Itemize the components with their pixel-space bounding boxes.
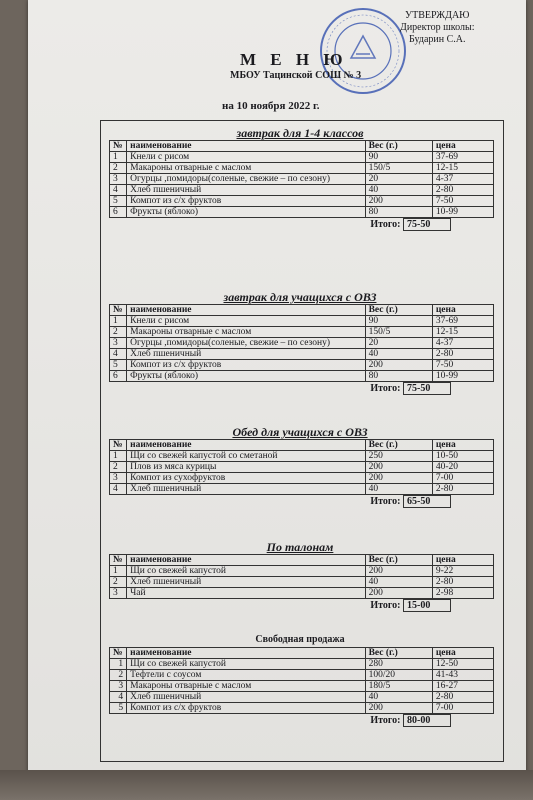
item-weight: 200	[365, 703, 432, 714]
section-title: По талонам	[266, 540, 334, 554]
table-row	[110, 360, 494, 371]
table-row	[110, 692, 494, 703]
item-number: 5	[110, 703, 127, 714]
column-header: №	[110, 305, 127, 316]
total-label: Итого:	[370, 383, 403, 394]
section-title: завтрак для 1-4 классов	[236, 126, 364, 140]
table-row	[110, 473, 494, 484]
item-price: 2-80	[432, 692, 493, 703]
item-price: 41-43	[432, 670, 493, 681]
item-weight: 20	[365, 338, 432, 349]
approve-line-2: Директор школы:	[400, 22, 475, 33]
item-price: 2-98	[432, 588, 493, 599]
item-number: 1	[110, 451, 127, 462]
item-weight: 280	[365, 659, 432, 670]
menu-date: на 10 ноября 2022 г.	[222, 100, 320, 112]
item-price: 37-69	[432, 316, 493, 327]
menu-section	[101, 633, 499, 727]
item-price: 10-50	[432, 451, 493, 462]
section-total	[101, 599, 499, 612]
item-weight: 200	[365, 588, 432, 599]
column-header: Вес (г.)	[365, 440, 432, 451]
item-name: Компот из с/х фруктов	[127, 196, 365, 207]
item-number: 2	[110, 577, 127, 588]
column-header: цена	[432, 648, 493, 659]
item-weight: 200	[365, 566, 432, 577]
total-value: 65-50	[403, 495, 451, 508]
total-value: 75-50	[403, 218, 451, 231]
table-row	[110, 174, 494, 185]
item-number: 1	[110, 152, 127, 163]
table-row	[110, 462, 494, 473]
item-number: 4	[110, 349, 127, 360]
total-value: 15-00	[403, 599, 451, 612]
section-total	[101, 714, 499, 727]
item-price: 2-80	[432, 577, 493, 588]
column-header: №	[110, 141, 127, 152]
column-header: №	[110, 440, 127, 451]
column-header: наименование	[127, 648, 365, 659]
item-weight: 40	[365, 692, 432, 703]
item-weight: 80	[365, 371, 432, 382]
item-name: Хлеб пшеничный	[127, 692, 365, 703]
table-row	[110, 484, 494, 495]
item-number: 3	[110, 473, 127, 484]
item-price: 12-50	[432, 659, 493, 670]
column-header: Вес (г.)	[365, 305, 432, 316]
section-title: завтрак для учащихся с ОВЗ	[223, 290, 377, 304]
item-price: 7-00	[432, 473, 493, 484]
item-name: Фрукты (яблоко)	[127, 207, 365, 218]
item-name: Тефтели с соусом	[127, 670, 365, 681]
item-price: 2-80	[432, 349, 493, 360]
section-total	[101, 382, 499, 395]
table-row	[110, 659, 494, 670]
total-label: Итого:	[370, 219, 403, 230]
menu-table	[109, 647, 494, 714]
table-row	[110, 566, 494, 577]
item-weight: 40	[365, 577, 432, 588]
section-total	[101, 218, 499, 231]
column-header: Вес (г.)	[365, 555, 432, 566]
item-price: 10-99	[432, 207, 493, 218]
column-header: Вес (г.)	[365, 141, 432, 152]
item-weight: 80	[365, 207, 432, 218]
menu-section	[101, 540, 499, 612]
table-row	[110, 371, 494, 382]
item-name: Хлеб пшеничный	[127, 577, 365, 588]
table-row	[110, 681, 494, 692]
item-name: Щи со свежей капустой со сметаной	[127, 451, 365, 462]
column-header: наименование	[127, 555, 365, 566]
item-name: Хлеб пшеничный	[127, 349, 365, 360]
page-title: М Е Н Ю	[240, 50, 348, 69]
item-name: Огурцы ,помидоры(соленые, свежие – по сезону)	[127, 174, 365, 185]
item-number: 5	[110, 360, 127, 371]
item-price: 9-22	[432, 566, 493, 577]
item-number: 1	[110, 316, 127, 327]
item-number: 1	[110, 566, 127, 577]
column-header: цена	[432, 555, 493, 566]
item-price: 4-37	[432, 338, 493, 349]
item-number: 4	[110, 484, 127, 495]
item-price: 10-99	[432, 371, 493, 382]
item-number: 4	[110, 692, 127, 703]
item-number: 5	[110, 196, 127, 207]
table-row	[110, 451, 494, 462]
item-number: 1	[110, 659, 127, 670]
column-header: Вес (г.)	[365, 648, 432, 659]
menu-table	[109, 554, 494, 599]
total-value: 80-00	[403, 714, 451, 727]
item-number: 2	[110, 670, 127, 681]
table-row	[110, 152, 494, 163]
column-header: цена	[432, 305, 493, 316]
column-header: наименование	[127, 305, 365, 316]
item-weight: 200	[365, 360, 432, 371]
item-number: 6	[110, 207, 127, 218]
menu-section	[101, 126, 499, 231]
item-weight: 100/20	[365, 670, 432, 681]
table-header-row	[110, 305, 494, 316]
item-weight: 90	[365, 316, 432, 327]
column-header: №	[110, 555, 127, 566]
table-row	[110, 327, 494, 338]
table-row	[110, 670, 494, 681]
item-weight: 40	[365, 185, 432, 196]
item-name: Хлеб пшеничный	[127, 185, 365, 196]
table-row	[110, 349, 494, 360]
table-row	[110, 163, 494, 174]
item-price: 16-27	[432, 681, 493, 692]
item-name: Компот из сухофруктов	[127, 473, 365, 484]
total-label: Итого:	[370, 715, 403, 726]
item-name: Щи со свежей капустой	[127, 659, 365, 670]
item-price: 12-15	[432, 163, 493, 174]
section-title: Свободная продажа	[255, 634, 345, 645]
item-weight: 150/5	[365, 327, 432, 338]
item-weight: 90	[365, 152, 432, 163]
item-number: 3	[110, 588, 127, 599]
item-name: Фрукты (яблоко)	[127, 371, 365, 382]
table-row	[110, 338, 494, 349]
item-name: Компот из с/х фруктов	[127, 360, 365, 371]
column-header: №	[110, 648, 127, 659]
item-price: 7-50	[432, 196, 493, 207]
item-name: Огурцы ,помидоры(соленые, свежие – по сезону)	[127, 338, 365, 349]
approve-line-1: УТВЕРЖДАЮ	[405, 10, 470, 21]
item-number: 2	[110, 327, 127, 338]
table-header-row	[110, 555, 494, 566]
item-number: 4	[110, 185, 127, 196]
item-price: 40-20	[432, 462, 493, 473]
item-price: 2-80	[432, 185, 493, 196]
item-price: 12-15	[432, 327, 493, 338]
item-number: 3	[110, 174, 127, 185]
item-price: 4-37	[432, 174, 493, 185]
menu-section	[101, 425, 499, 508]
item-weight: 20	[365, 174, 432, 185]
item-name: Кнели с рисом	[127, 152, 365, 163]
column-header: наименование	[127, 141, 365, 152]
menu-table	[109, 439, 494, 495]
item-name: Хлеб пшеничный	[127, 484, 365, 495]
item-number: 2	[110, 462, 127, 473]
item-weight: 250	[365, 451, 432, 462]
background-floor	[0, 770, 533, 800]
item-name: Макароны отварные с маслом	[127, 163, 365, 174]
column-header: цена	[432, 440, 493, 451]
item-price: 7-50	[432, 360, 493, 371]
table-row	[110, 196, 494, 207]
menu-table	[109, 140, 494, 218]
item-price: 7-00	[432, 703, 493, 714]
table-row	[110, 703, 494, 714]
table-row	[110, 207, 494, 218]
item-name: Плов из мяса курицы	[127, 462, 365, 473]
item-weight: 40	[365, 484, 432, 495]
total-label: Итого:	[370, 600, 403, 611]
menu-section	[101, 290, 499, 395]
item-price: 37-69	[432, 152, 493, 163]
item-number: 3	[110, 338, 127, 349]
school-name: МБОУ Тацинской СОШ № 3	[230, 70, 362, 81]
table-header-row	[110, 141, 494, 152]
menu-table	[109, 304, 494, 382]
approve-line-3: Бударин С.А.	[409, 34, 466, 45]
item-number: 6	[110, 371, 127, 382]
item-number: 3	[110, 681, 127, 692]
total-value: 75-50	[403, 382, 451, 395]
item-weight: 40	[365, 349, 432, 360]
item-name: Щи со свежей капустой	[127, 566, 365, 577]
total-label: Итого:	[370, 496, 403, 507]
item-number: 2	[110, 163, 127, 174]
table-row	[110, 185, 494, 196]
table-row	[110, 588, 494, 599]
item-name: Макароны отварные с маслом	[127, 681, 365, 692]
item-price: 2-80	[432, 484, 493, 495]
item-weight: 200	[365, 462, 432, 473]
item-name: Макароны отварные с маслом	[127, 327, 365, 338]
item-name: Чай	[127, 588, 365, 599]
column-header: цена	[432, 141, 493, 152]
item-weight: 200	[365, 196, 432, 207]
table-header-row	[110, 648, 494, 659]
section-total	[101, 495, 499, 508]
table-row	[110, 316, 494, 327]
table-header-row	[110, 440, 494, 451]
table-row	[110, 577, 494, 588]
item-weight: 200	[365, 473, 432, 484]
column-header: наименование	[127, 440, 365, 451]
item-name: Компот из с/х фруктов	[127, 703, 365, 714]
section-title: Обед для учащихся с ОВЗ	[232, 425, 368, 439]
approval-stamp	[400, 10, 474, 46]
item-weight: 150/5	[365, 163, 432, 174]
item-name: Кнели с рисом	[127, 316, 365, 327]
item-weight: 180/5	[365, 681, 432, 692]
